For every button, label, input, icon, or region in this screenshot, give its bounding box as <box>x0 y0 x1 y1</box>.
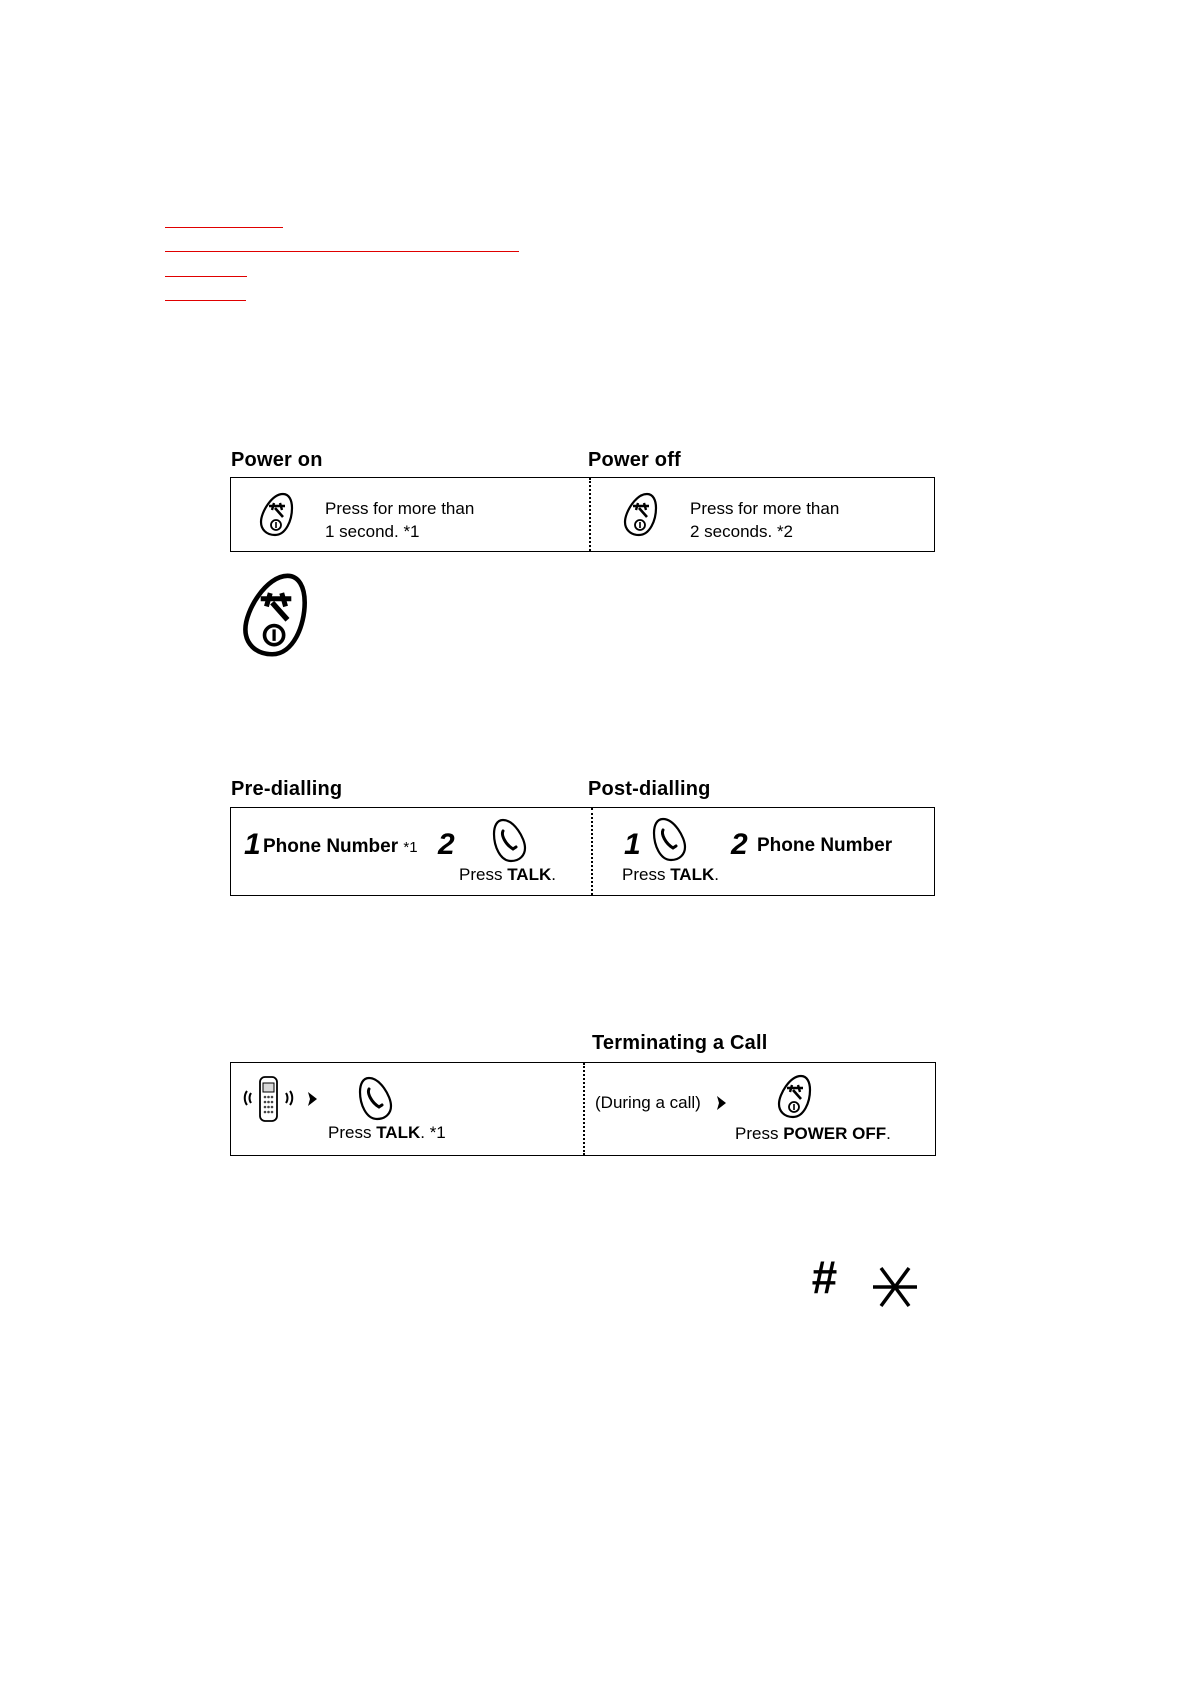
power-on-line1: Press for more than <box>325 499 475 518</box>
terminate-press-power-off <box>735 1124 891 1144</box>
power-on-instructions <box>325 497 474 543</box>
pre-step-1-label <box>263 836 418 858</box>
power-box-divider <box>589 478 591 551</box>
press-suffix: . <box>714 865 719 884</box>
talk-key-icon <box>357 1076 393 1122</box>
phone-number-label: Phone Number <box>263 836 399 857</box>
power-off-line2: 2 seconds. *2 <box>690 522 794 541</box>
link-underline-4[interactable] <box>165 300 246 301</box>
press-suffix: . *1 <box>420 1123 446 1142</box>
talk-key-label: TALK <box>376 1123 421 1142</box>
call-box-divider <box>583 1063 585 1155</box>
power-key-icon <box>623 492 659 538</box>
pre-step-1-number: 1 <box>244 828 261 861</box>
press-prefix: Press <box>459 865 508 884</box>
power-off-heading: Power off <box>588 449 681 471</box>
post-press-talk <box>622 865 719 885</box>
during-call-label: (During a call) <box>595 1093 701 1112</box>
press-prefix: Press <box>735 1124 784 1143</box>
talk-key-label: TALK <box>670 865 715 884</box>
asterisk-key-icon <box>872 1265 918 1309</box>
talk-key-icon <box>651 817 687 863</box>
pre-dialling-heading: Pre-dialling <box>231 778 343 800</box>
answer-press-talk <box>328 1123 446 1143</box>
talk-key-icon <box>491 818 527 864</box>
post-step-1-number: 1 <box>624 828 641 861</box>
dialling-box-divider <box>591 808 593 895</box>
pre-note-marker: *1 <box>403 839 418 856</box>
power-key-large-icon <box>241 572 311 660</box>
power-key-icon <box>777 1074 813 1120</box>
arrow-right-icon <box>715 1095 727 1111</box>
terminating-call-heading: Terminating a Call <box>592 1032 768 1054</box>
press-suffix: . <box>551 865 556 884</box>
hash-symbol: # <box>811 1251 837 1303</box>
post-dialling-heading: Post-dialling <box>588 778 711 800</box>
power-on-line2: 1 second. *1 <box>325 522 420 541</box>
press-prefix: Press <box>328 1123 377 1142</box>
talk-key-label: TALK <box>507 865 552 884</box>
post-step-2-number: 2 <box>731 828 748 861</box>
link-underline-1[interactable] <box>165 227 283 228</box>
link-underline-3[interactable] <box>165 276 247 277</box>
call-box <box>230 1062 936 1156</box>
post-step-2-label: Phone Number <box>757 835 893 856</box>
power-on-heading: Power on <box>231 449 323 471</box>
press-prefix: Press <box>622 865 671 884</box>
arrow-right-icon <box>306 1091 318 1107</box>
dialling-box <box>230 807 935 896</box>
power-box <box>230 477 935 552</box>
pre-step-2-number: 2 <box>438 828 455 861</box>
pre-press-talk <box>459 865 556 885</box>
ringing-handset-icon <box>241 1075 301 1125</box>
power-off-line1: Press for more than <box>690 499 840 518</box>
power-off-key-label: POWER OFF <box>783 1124 887 1143</box>
power-key-icon <box>259 492 295 538</box>
press-suffix: . <box>886 1124 891 1143</box>
link-underline-2[interactable] <box>165 251 519 252</box>
power-off-instructions <box>690 497 839 543</box>
